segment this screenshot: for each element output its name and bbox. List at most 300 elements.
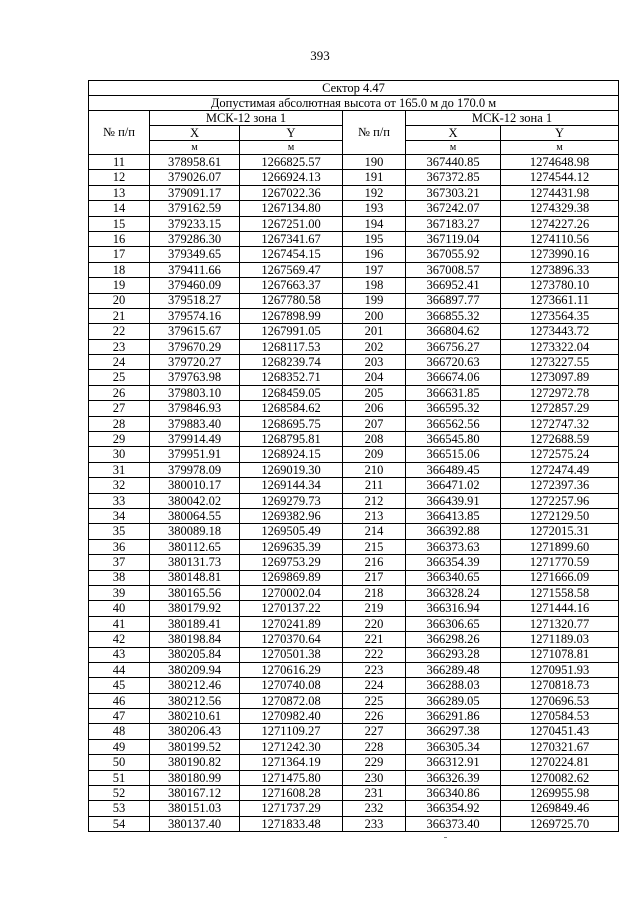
right-x-value: 366562.56 <box>406 416 501 431</box>
left-x-value: 380189.41 <box>150 616 240 631</box>
right-point-number: 198 <box>343 278 406 293</box>
right-x-value: 367119.04 <box>406 231 501 246</box>
right-point-number: 223 <box>343 662 406 677</box>
right-y-value: 1270451.43 <box>501 724 619 739</box>
left-x-value: 380212.56 <box>150 693 240 708</box>
left-point-number: 42 <box>89 632 150 647</box>
right-point-number: 215 <box>343 539 406 554</box>
right-y-value: 1274227.26 <box>501 216 619 231</box>
left-y-value: 1267569.47 <box>240 262 343 277</box>
table-row <box>89 262 619 277</box>
left-point-number: 35 <box>89 524 150 539</box>
table-row <box>89 201 619 216</box>
right-point-number: 207 <box>343 416 406 431</box>
right-point-number: 209 <box>343 447 406 462</box>
table-row <box>89 739 619 754</box>
right-x-value: 367242.07 <box>406 201 501 216</box>
table-row <box>89 370 619 385</box>
left-y-value: 1269144.34 <box>240 478 343 493</box>
right-x-value: 366326.39 <box>406 770 501 785</box>
right-x-value: 366545.80 <box>406 432 501 447</box>
left-x-value: 379670.29 <box>150 339 240 354</box>
left-point-number: 24 <box>89 355 150 370</box>
left-point-number: 22 <box>89 324 150 339</box>
left-point-number: 47 <box>89 709 150 724</box>
table-row <box>89 447 619 462</box>
left-x-value: 380210.61 <box>150 709 240 724</box>
right-point-number: 203 <box>343 355 406 370</box>
right-x-value: 366288.03 <box>406 678 501 693</box>
left-point-number: 54 <box>89 816 150 831</box>
left-num-header: № п/п <box>89 111 150 155</box>
table-row <box>89 324 619 339</box>
table-body <box>89 155 619 832</box>
left-point-number: 28 <box>89 416 150 431</box>
left-point-number: 51 <box>89 770 150 785</box>
right-y-value: 1273990.16 <box>501 247 619 262</box>
right-y-value: 1272015.31 <box>501 524 619 539</box>
right-point-number: 205 <box>343 385 406 400</box>
right-x-value: 366952.41 <box>406 278 501 293</box>
right-point-number: 229 <box>343 755 406 770</box>
table-row <box>89 601 619 616</box>
left-x-value: 380205.84 <box>150 647 240 662</box>
right-point-number: 213 <box>343 508 406 523</box>
right-x-value: 366674.06 <box>406 370 501 385</box>
right-x-value: 367183.27 <box>406 216 501 231</box>
left-point-number: 26 <box>89 385 150 400</box>
right-point-number: 212 <box>343 493 406 508</box>
right-x-value: 366297.38 <box>406 724 501 739</box>
table-row <box>89 247 619 262</box>
left-point-number: 52 <box>89 786 150 801</box>
left-x-value: 379460.09 <box>150 278 240 293</box>
right-y-value: 1272857.29 <box>501 401 619 416</box>
left-y-value: 1270501.38 <box>240 647 343 662</box>
right-y-value: 1272688.59 <box>501 432 619 447</box>
left-y-value: 1270370.64 <box>240 632 343 647</box>
left-point-number: 31 <box>89 462 150 477</box>
left-y-value: 1269869.89 <box>240 570 343 585</box>
left-point-number: 12 <box>89 170 150 185</box>
left-point-number: 40 <box>89 601 150 616</box>
right-y-value: 1273097.89 <box>501 370 619 385</box>
left-x-value: 380179.92 <box>150 601 240 616</box>
right-y-value: 1273564.35 <box>501 308 619 323</box>
right-point-number: 228 <box>343 739 406 754</box>
right-x-value: 366756.27 <box>406 339 501 354</box>
right-x-value: 366328.24 <box>406 585 501 600</box>
right-x-value: 366306.65 <box>406 616 501 631</box>
table-row <box>89 524 619 539</box>
left-point-number: 41 <box>89 616 150 631</box>
right-point-number: 204 <box>343 370 406 385</box>
left-y-value: 1266825.57 <box>240 155 343 170</box>
right-x-value: 366439.91 <box>406 493 501 508</box>
right-point-number: 221 <box>343 632 406 647</box>
table-row <box>89 585 619 600</box>
right-point-number: 192 <box>343 185 406 200</box>
left-x-value: 379233.15 <box>150 216 240 231</box>
left-x-value: 380151.03 <box>150 801 240 816</box>
page-number: 393 <box>310 48 330 63</box>
left-point-number: 27 <box>89 401 150 416</box>
left-y-value: 1267341.67 <box>240 231 343 246</box>
left-x-value: 380167.12 <box>150 786 240 801</box>
right-y-value: 1270224.81 <box>501 755 619 770</box>
right-y-value: 1273322.04 <box>501 339 619 354</box>
right-x-value: 366340.65 <box>406 570 501 585</box>
left-point-number: 49 <box>89 739 150 754</box>
left-point-number: 46 <box>89 693 150 708</box>
left-x-value: 380165.56 <box>150 585 240 600</box>
table-row <box>89 647 619 662</box>
table-row <box>89 462 619 477</box>
left-x-header: X <box>150 126 240 141</box>
left-point-number: 38 <box>89 570 150 585</box>
scan-dot <box>444 837 447 838</box>
left-x-value: 380209.94 <box>150 662 240 677</box>
table-row <box>89 816 619 831</box>
right-x-value: 366471.02 <box>406 478 501 493</box>
left-y-value: 1267663.37 <box>240 278 343 293</box>
right-x-value: 367303.21 <box>406 185 501 200</box>
left-y-value: 1269753.29 <box>240 555 343 570</box>
right-x-value: 366720.63 <box>406 355 501 370</box>
left-x-value: 380198.84 <box>150 632 240 647</box>
right-y-value: 1270818.73 <box>501 678 619 693</box>
right-x-value: 367372.85 <box>406 170 501 185</box>
right-x-value: 366392.88 <box>406 524 501 539</box>
right-zone-header: МСК-12 зона 1 <box>406 111 619 126</box>
right-point-number: 196 <box>343 247 406 262</box>
right-x-value: 367055.92 <box>406 247 501 262</box>
left-point-number: 18 <box>89 262 150 277</box>
sector-title: Сектор 4.47 <box>89 81 619 96</box>
left-y-value: 1267251.00 <box>240 216 343 231</box>
right-point-number: 227 <box>343 724 406 739</box>
left-y-value: 1270740.08 <box>240 678 343 693</box>
table-row <box>89 770 619 785</box>
right-y-value: 1272474.49 <box>501 462 619 477</box>
right-y-value: 1270696.53 <box>501 693 619 708</box>
table-row <box>89 570 619 585</box>
left-x-value: 380206.43 <box>150 724 240 739</box>
right-x-value: 366855.32 <box>406 308 501 323</box>
table-row <box>89 185 619 200</box>
left-point-number: 11 <box>89 155 150 170</box>
right-y-value: 1272747.32 <box>501 416 619 431</box>
left-x-value: 380190.82 <box>150 755 240 770</box>
left-x-value: 379518.27 <box>150 293 240 308</box>
table-row <box>89 478 619 493</box>
left-x-value: 378958.61 <box>150 155 240 170</box>
table-row <box>89 786 619 801</box>
left-x-value: 379803.10 <box>150 385 240 400</box>
table-row <box>89 385 619 400</box>
right-x-value: 366316.94 <box>406 601 501 616</box>
table-row <box>89 693 619 708</box>
left-point-number: 39 <box>89 585 150 600</box>
coordinates-table <box>88 80 619 832</box>
table-row <box>89 339 619 354</box>
left-y-value: 1271737.29 <box>240 801 343 816</box>
left-y-value: 1267898.99 <box>240 308 343 323</box>
left-y-value: 1268117.53 <box>240 339 343 354</box>
left-x-value: 379763.98 <box>150 370 240 385</box>
right-point-number: 225 <box>343 693 406 708</box>
table-row <box>89 508 619 523</box>
right-x-value: 366298.26 <box>406 632 501 647</box>
right-y-value: 1271189.03 <box>501 632 619 647</box>
right-y-value: 1274110.56 <box>501 231 619 246</box>
right-x-value: 366595.32 <box>406 401 501 416</box>
right-y-value: 1271320.77 <box>501 616 619 631</box>
right-point-number: 199 <box>343 293 406 308</box>
left-point-number: 30 <box>89 447 150 462</box>
left-point-number: 53 <box>89 801 150 816</box>
left-y-header: Y <box>240 126 343 141</box>
right-point-number: 222 <box>343 647 406 662</box>
right-point-number: 231 <box>343 786 406 801</box>
table-row <box>89 539 619 554</box>
left-x-value: 379720.27 <box>150 355 240 370</box>
left-y-value: 1271475.80 <box>240 770 343 785</box>
left-y-value: 1270137.22 <box>240 601 343 616</box>
left-y-value: 1266924.13 <box>240 170 343 185</box>
right-x-value: 366897.77 <box>406 293 501 308</box>
right-x-value: 366340.86 <box>406 786 501 801</box>
right-y-header: Y <box>501 126 619 141</box>
left-point-number: 44 <box>89 662 150 677</box>
table-row <box>89 678 619 693</box>
left-point-number: 17 <box>89 247 150 262</box>
left-y-value: 1269505.49 <box>240 524 343 539</box>
right-x-value: 366489.45 <box>406 462 501 477</box>
left-y-value: 1267454.15 <box>240 247 343 262</box>
left-point-number: 32 <box>89 478 150 493</box>
height-caption: Допустимая абсолютная высота от 165.0 м до 170.0 м <box>89 96 619 111</box>
left-x-value: 380112.65 <box>150 539 240 554</box>
left-point-number: 50 <box>89 755 150 770</box>
left-x-value: 379951.91 <box>150 447 240 462</box>
left-point-number: 37 <box>89 555 150 570</box>
left-y-value: 1268584.62 <box>240 401 343 416</box>
right-x-value: 366293.28 <box>406 647 501 662</box>
right-point-number: 232 <box>343 801 406 816</box>
left-point-number: 25 <box>89 370 150 385</box>
right-x-value: 366291.86 <box>406 709 501 724</box>
right-y-value: 1269849.46 <box>501 801 619 816</box>
right-point-number: 216 <box>343 555 406 570</box>
left-y-value: 1268695.75 <box>240 416 343 431</box>
right-y-value: 1272257.96 <box>501 493 619 508</box>
right-point-number: 200 <box>343 308 406 323</box>
table-row <box>89 724 619 739</box>
left-y-value: 1270002.04 <box>240 585 343 600</box>
left-y-value: 1268924.15 <box>240 447 343 462</box>
right-x-value: 366804.62 <box>406 324 501 339</box>
table-row <box>89 293 619 308</box>
left-x-value: 380131.73 <box>150 555 240 570</box>
right-point-number: 201 <box>343 324 406 339</box>
left-y-value: 1270872.08 <box>240 693 343 708</box>
right-point-number: 230 <box>343 770 406 785</box>
right-y-value: 1270584.53 <box>501 709 619 724</box>
left-point-number: 14 <box>89 201 150 216</box>
right-x-value: 366373.63 <box>406 539 501 554</box>
right-x-value: 366515.06 <box>406 447 501 462</box>
right-x-value: 366354.92 <box>406 801 501 816</box>
table-row <box>89 801 619 816</box>
table-row <box>89 416 619 431</box>
left-point-number: 19 <box>89 278 150 293</box>
right-y-value: 1273661.11 <box>501 293 619 308</box>
right-y-value: 1270321.67 <box>501 739 619 754</box>
right-x-header: X <box>406 126 501 141</box>
left-y-value: 1271109.27 <box>240 724 343 739</box>
left-y-value: 1268352.71 <box>240 370 343 385</box>
left-x-value: 380042.02 <box>150 493 240 508</box>
right-point-number: 224 <box>343 678 406 693</box>
table-row <box>89 278 619 293</box>
table-row <box>89 755 619 770</box>
right-y-value: 1274329.38 <box>501 201 619 216</box>
table-row <box>89 170 619 185</box>
right-y-value: 1271558.58 <box>501 585 619 600</box>
left-y-value: 1270241.89 <box>240 616 343 631</box>
right-point-number: 211 <box>343 478 406 493</box>
left-y-value: 1267780.58 <box>240 293 343 308</box>
right-y-value: 1271899.60 <box>501 539 619 554</box>
left-y-value: 1270982.40 <box>240 709 343 724</box>
left-y-value: 1269279.73 <box>240 493 343 508</box>
left-y-value: 1271242.30 <box>240 739 343 754</box>
right-y-value: 1269955.98 <box>501 786 619 801</box>
right-x-value: 366289.05 <box>406 693 501 708</box>
left-x-value: 380212.46 <box>150 678 240 693</box>
right-y-value: 1270951.93 <box>501 662 619 677</box>
right-y-value: 1272397.36 <box>501 478 619 493</box>
left-y-value: 1267991.05 <box>240 324 343 339</box>
table-row <box>89 555 619 570</box>
left-y-value: 1267134.80 <box>240 201 343 216</box>
left-point-number: 29 <box>89 432 150 447</box>
right-y-value: 1273780.10 <box>501 278 619 293</box>
left-x-value: 379883.40 <box>150 416 240 431</box>
right-x-value: 366305.34 <box>406 739 501 754</box>
left-y-value: 1271608.28 <box>240 786 343 801</box>
left-x-value: 380180.99 <box>150 770 240 785</box>
left-point-number: 45 <box>89 678 150 693</box>
right-y-value: 1272972.78 <box>501 385 619 400</box>
left-y-unit: м <box>240 141 343 155</box>
left-point-number: 13 <box>89 185 150 200</box>
left-x-value: 379615.67 <box>150 324 240 339</box>
right-point-number: 202 <box>343 339 406 354</box>
table-row <box>89 616 619 631</box>
right-x-value: 367440.85 <box>406 155 501 170</box>
table-row <box>89 355 619 370</box>
right-x-value: 366373.40 <box>406 816 501 831</box>
left-y-value: 1269019.30 <box>240 462 343 477</box>
right-point-number: 220 <box>343 616 406 631</box>
right-point-number: 226 <box>343 709 406 724</box>
table-row <box>89 308 619 323</box>
right-x-value: 367008.57 <box>406 262 501 277</box>
right-x-value: 366631.85 <box>406 385 501 400</box>
right-point-number: 214 <box>343 524 406 539</box>
left-point-number: 48 <box>89 724 150 739</box>
right-y-value: 1271770.59 <box>501 555 619 570</box>
right-point-number: 208 <box>343 432 406 447</box>
right-y-value: 1272129.50 <box>501 508 619 523</box>
right-point-number: 193 <box>343 201 406 216</box>
right-point-number: 206 <box>343 401 406 416</box>
right-y-value: 1271444.16 <box>501 601 619 616</box>
left-x-value: 379349.65 <box>150 247 240 262</box>
right-y-value: 1273443.72 <box>501 324 619 339</box>
left-x-value: 379846.93 <box>150 401 240 416</box>
left-y-value: 1267022.36 <box>240 185 343 200</box>
left-x-value: 379091.17 <box>150 185 240 200</box>
left-x-value: 379162.59 <box>150 201 240 216</box>
right-point-number: 217 <box>343 570 406 585</box>
left-x-value: 379026.07 <box>150 170 240 185</box>
left-x-value: 380148.81 <box>150 570 240 585</box>
right-x-value: 366289.48 <box>406 662 501 677</box>
table-row <box>89 432 619 447</box>
left-point-number: 43 <box>89 647 150 662</box>
left-x-value: 379411.66 <box>150 262 240 277</box>
left-x-value: 379914.49 <box>150 432 240 447</box>
right-y-unit: м <box>501 141 619 155</box>
right-point-number: 190 <box>343 155 406 170</box>
right-num-header: № п/п <box>343 111 406 155</box>
right-y-value: 1269725.70 <box>501 816 619 831</box>
left-point-number: 15 <box>89 216 150 231</box>
right-point-number: 218 <box>343 585 406 600</box>
left-zone-header: МСК-12 зона 1 <box>150 111 343 126</box>
right-point-number: 195 <box>343 231 406 246</box>
right-y-value: 1274648.98 <box>501 155 619 170</box>
left-x-value: 379286.30 <box>150 231 240 246</box>
left-x-value: 380137.40 <box>150 816 240 831</box>
left-x-value: 379574.16 <box>150 308 240 323</box>
left-point-number: 33 <box>89 493 150 508</box>
right-point-number: 197 <box>343 262 406 277</box>
table-row <box>89 401 619 416</box>
right-y-value: 1271666.09 <box>501 570 619 585</box>
left-y-value: 1271833.48 <box>240 816 343 831</box>
left-point-number: 20 <box>89 293 150 308</box>
table-row <box>89 632 619 647</box>
right-y-value: 1273896.33 <box>501 262 619 277</box>
left-point-number: 23 <box>89 339 150 354</box>
left-x-value: 380199.52 <box>150 739 240 754</box>
right-point-number: 210 <box>343 462 406 477</box>
table-row <box>89 493 619 508</box>
right-y-value: 1270082.62 <box>501 770 619 785</box>
left-y-value: 1271364.19 <box>240 755 343 770</box>
right-point-number: 194 <box>343 216 406 231</box>
right-point-number: 219 <box>343 601 406 616</box>
left-x-value: 380010.17 <box>150 478 240 493</box>
right-y-value: 1274431.98 <box>501 185 619 200</box>
right-y-value: 1274544.12 <box>501 170 619 185</box>
left-y-value: 1268795.81 <box>240 432 343 447</box>
right-y-value: 1273227.55 <box>501 355 619 370</box>
